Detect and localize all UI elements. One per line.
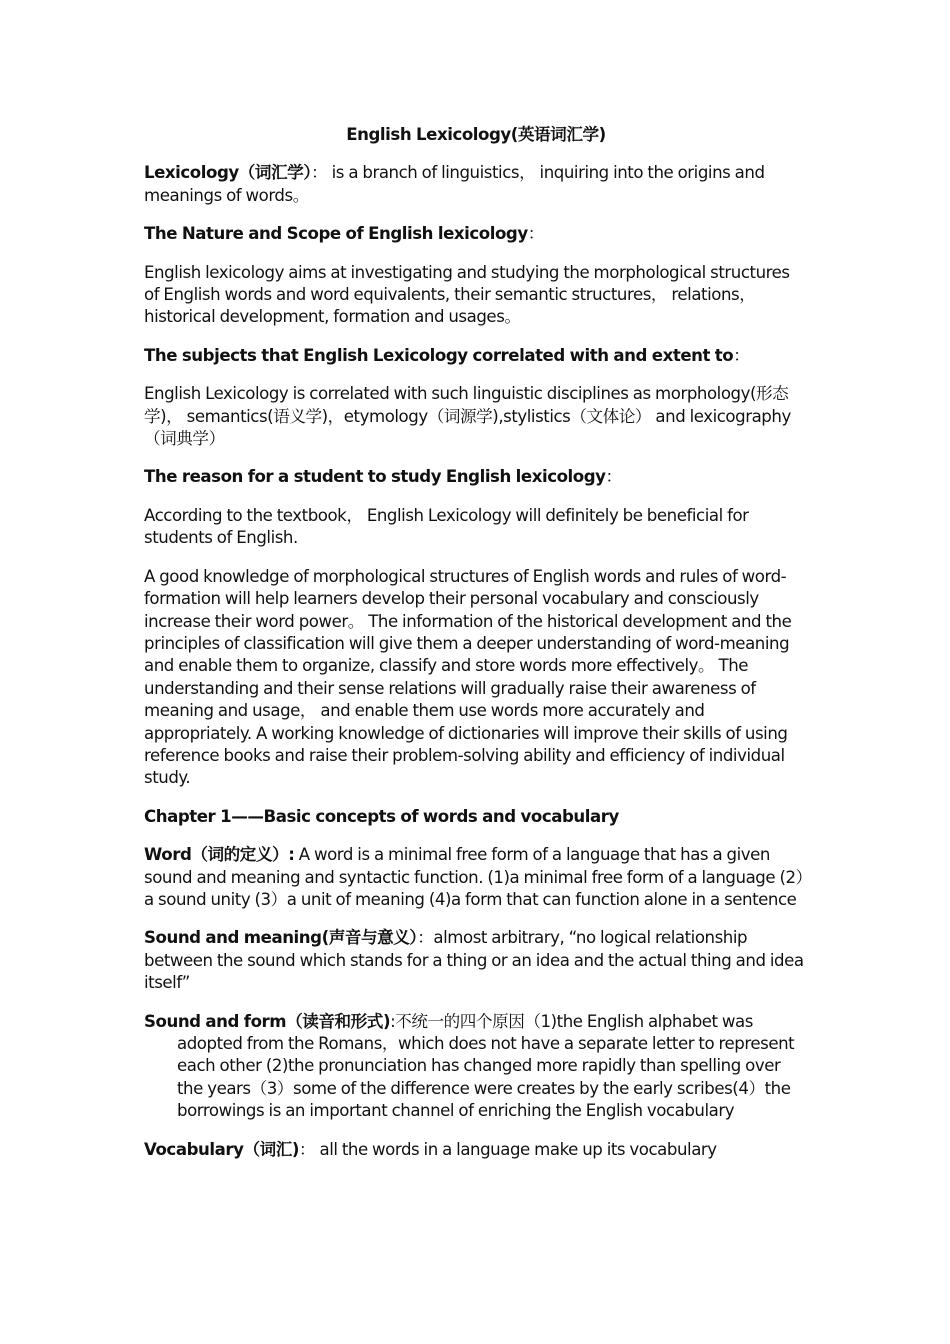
sound-form-text: :不统一的四个原因（1)the English alphabet was adopted from the Romans，which does not have a separate letter to represent each other (2)the pronunciation has changed more rapidly than spelling over the years（3）some of the difference were creates by the early scribes(4）the borrowings is an important channel of enriching the English vocabulary [177,1011,795,1121]
reason-heading: The reason for a student to study English lexicology [144,467,606,487]
chapter-heading: Chapter 1——Basic concepts of words and vocabulary [144,806,619,826]
vocabulary-definition [144,1139,808,1161]
sound-meaning-text: ：almost arbitrary, “no logical relationship between the sound which stands for a thing or an idea and the actual thing and idea itself” [144,928,804,993]
reason-paragraph-2: A good knowledge of morphological structures of English words and rules of word-formation will help learners develop their personal vocabulary and consciously increase their word power。 The information of the historical development and the principles of classification will give them a deeper understanding of word-meaning and enable them to organize, classify and store words more effectively。 The understanding and their sense relations will gradually raise their awareness of meaning and usage， and enable them use words more accurately and appropriately. A working knowledge of dictionaries will improve their skills of using reference books and raise their problem-solving ability and efficiency of individual study. [144,566,792,788]
subjects-heading: The subjects that English Lexicology correlated with and extent to [144,345,734,365]
subjects-heading-line [144,345,808,367]
word-text: A word is a minimal free form of a language that has a given sound and meaning and syntactic function. (1)a minimal free form of a language (2）a sound unity (3）a unit of meaning (4)a form that can function alone in a sentence [144,845,804,909]
vocabulary-text: ： all the words in a language make up its vocabulary [299,1139,717,1159]
word-term: Word（词的定义）: [144,845,295,865]
document-page [144,124,808,1177]
nature-heading: The Nature and Scope of English lexicology [144,224,528,244]
nature-paragraph: English lexicology aims at investigating and studying the morphological structures of English words and word equivalents, their semantic structures， relations， historical development, formation and usages。 [144,262,790,327]
lexicology-term: Lexicology（词汇学） [144,163,312,183]
lexicology-text: ： is a branch of linguistics， inquiring into the origins and meanings of words。 [144,163,765,205]
subjects-colon: ： [733,345,750,365]
sound-form-term: Sound and form（读音和形式) [144,1011,391,1031]
vocabulary-term: Vocabulary（词汇) [144,1139,300,1159]
reason-heading-line [144,466,808,488]
reason-colon: ： [605,467,622,487]
subjects-paragraph: English Lexicology is correlated with such linguistic disciplines as morphology(形态学)， semantics(语义学)，etymology（词源学),stylistics（文体论） and lexicography（词典学） [144,384,791,449]
nature-colon: ： [527,224,544,244]
lexicology-definition [144,162,808,207]
reason-paragraph-1: According to the textbook， English Lexicology will definitely be beneficial for students of English. [144,505,749,548]
sound-form-definition [144,1011,808,1123]
sound-meaning-term: Sound and meaning(声音与意义） [144,928,418,948]
word-definition [144,844,808,911]
nature-heading-line [144,223,808,245]
sound-meaning-definition [144,927,808,994]
document-title: English Lexicology(英语词汇学) [346,125,606,144]
